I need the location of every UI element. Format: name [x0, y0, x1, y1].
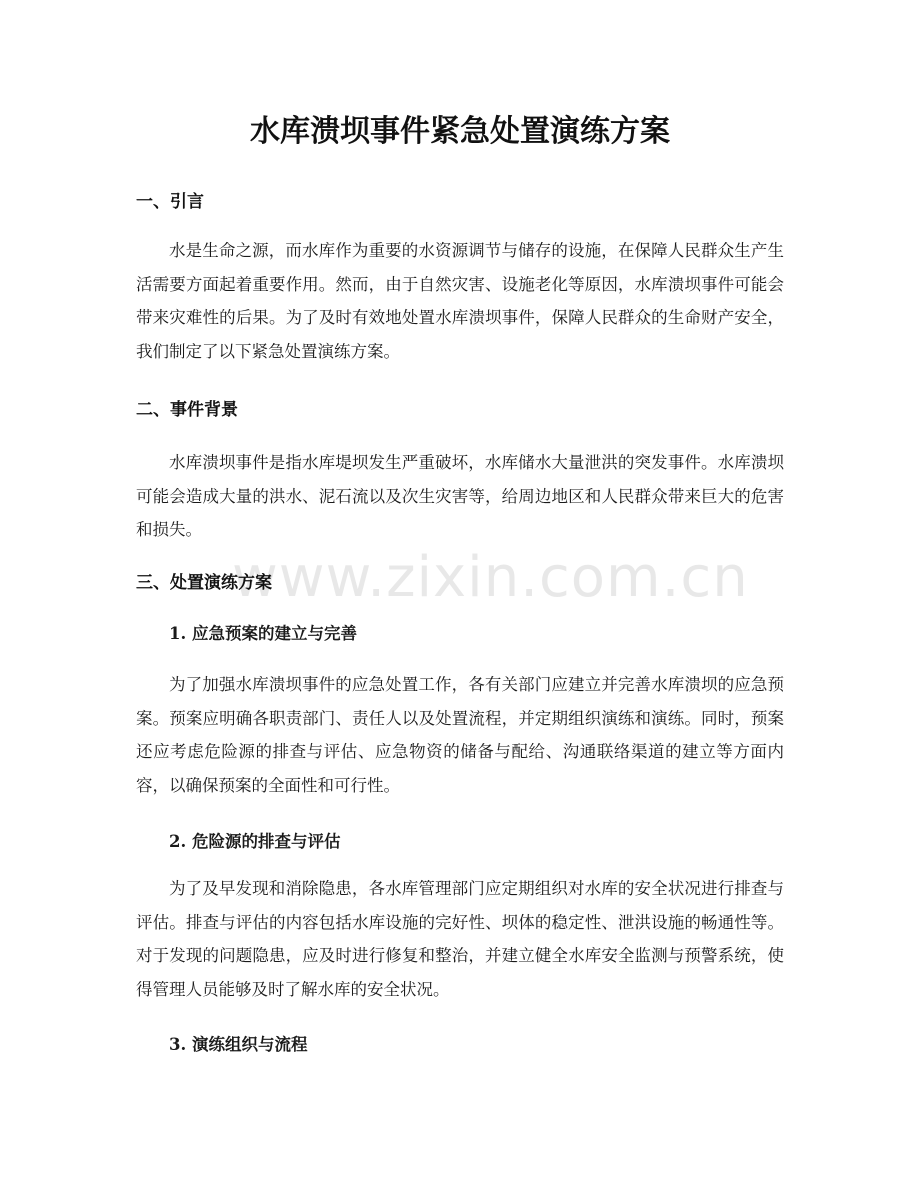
subsection-heading-contingency-plan: 1. 应急预案的建立与完善 [169, 624, 357, 643]
section-heading-background: 二、事件背景 [136, 400, 238, 420]
section-paragraph-introduction: 水是生命之源，而水库作为重要的水资源调节与储存的设施，在保障人民群众生产生活需要方面起着重要作用。然而，由于自然灾害、设施老化等原因，水库溃坝事件可能会带来灾难性的后果。为了及时有效地处置水库溃坝事件，保障人民群众的生命财产安全，我们制定了以下紧急处置演练方案。 [136, 241, 784, 361]
subsection-heading-hazard-assessment: 2. 危险源的排查与评估 [169, 832, 341, 851]
section-paragraph-background: 水库溃坝事件是指水库堤坝发生严重破坏，水库储水大量泄洪的突发事件。水库溃坝可能会造成大量的洪水、泥石流以及次生灾害等，给周边地区和人民群众带来巨大的危害和损失。 [136, 453, 784, 539]
subsection-paragraph-contingency-plan: 为了加强水库溃坝事件的应急处置工作，各有关部门应建立并完善水库溃坝的应急预案。预案应明确各职责部门、责任人以及处置流程，并定期组织演练和演练。同时，预案还应考虑危险源的排查与评估、应急物资的储备与配给、沟通联络渠道的建立等方面内容，以确保预案的全面性和可行性。 [136, 675, 784, 795]
subsection-paragraph-hazard-assessment: 为了及早发现和消除隐患，各水库管理部门应定期组织对水库的安全状况进行排查与评估。排查与评估的内容包括水库设施的完好性、坝体的稳定性、泄洪设施的畅通性等。对于发现的问题隐患，应及时进行修复和整治，并建立健全水库安全监测与预警系统，使得管理人员能够及时了解水库的安全状况。 [136, 879, 784, 999]
subsection-heading-drill-organization: 3. 演练组织与流程 [169, 1035, 308, 1054]
section-heading-plan: 三、处置演练方案 [136, 573, 272, 593]
document-title: 水库溃坝事件紧急处置演练方案 [250, 114, 670, 149]
section-heading-introduction: 一、引言 [136, 192, 204, 212]
watermark: www.zixin.com.cn [232, 545, 749, 610]
